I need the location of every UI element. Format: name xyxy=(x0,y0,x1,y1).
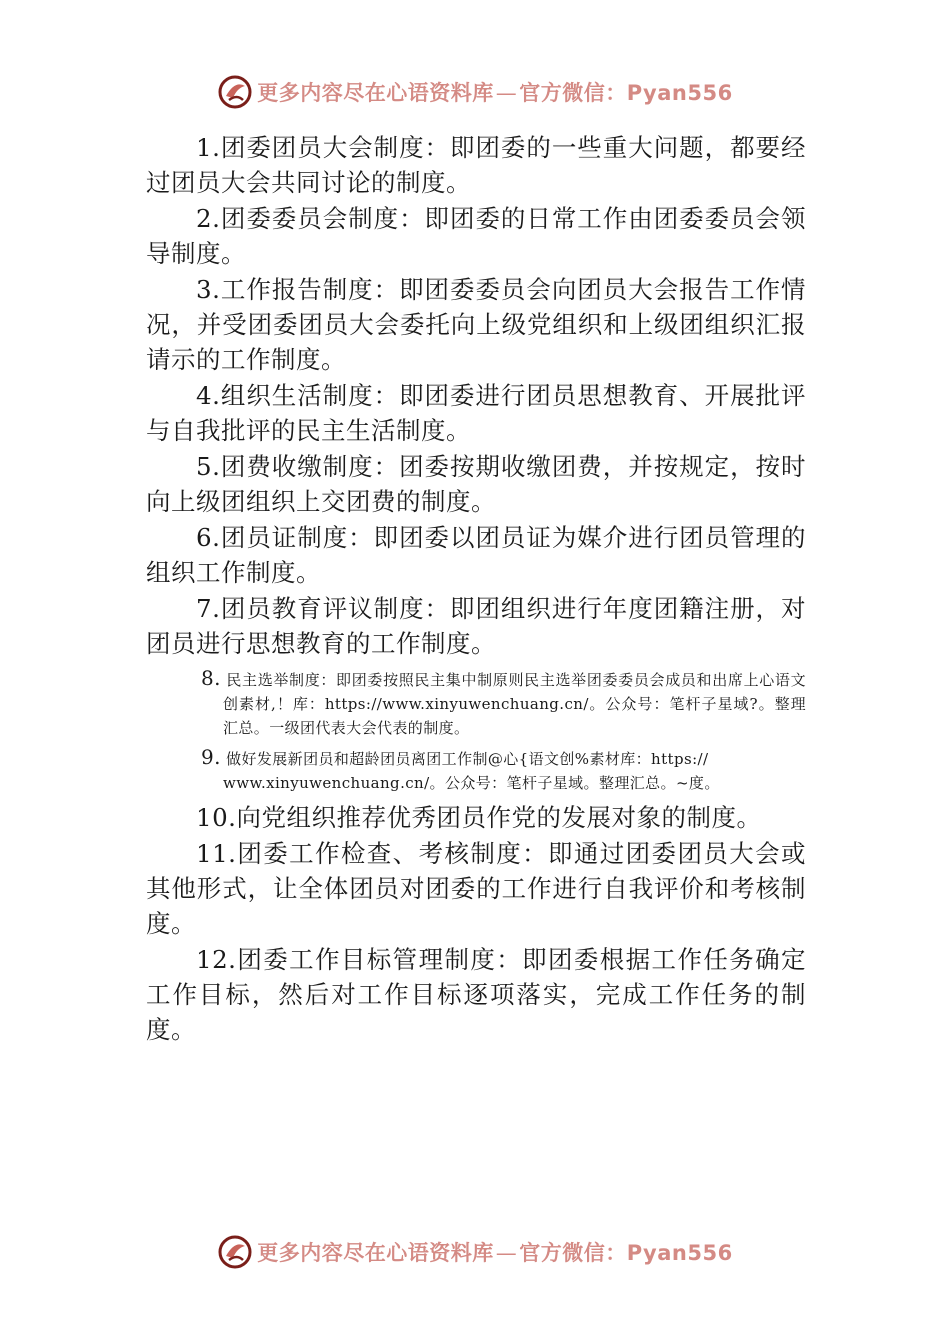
header-banner xyxy=(0,70,950,114)
paragraph-8: 8. 民主选举制度：即团委按照民主集中制原则民主选举团委委员会成员和出席上心语文创素材,！库：https://www.xinyuwenchuang.cn/。公众号：笔杆子星域?。整理汇总。一级团代表大会代表的制度。 xyxy=(201,666,806,737)
paragraph-6: 6.团员证制度：即团委以团员证为媒介进行团员管理的组织工作制度。 xyxy=(146,523,806,587)
paragraph-3: 3.工作报告制度：即团委委员会向团员大会报告工作情况，并受团委团员大会委托向上级党组织和上级团组织汇报请示的工作制度。 xyxy=(146,275,806,374)
paragraph-7: 7.团员教育评议制度：即团组织进行年度团籍注册，对团员进行思想教育的工作制度。 xyxy=(146,594,806,658)
paragraph-9: 9. 做好发展新团员和超龄团员离团工作制@心{语文创%素材库：https:// www.xinyuwenchuang.cn/。公众号：笔杆子星域。整理汇总。~度。 xyxy=(201,745,720,792)
paragraph-10: 10.向党组织推荐优秀团员作党的发展对象的制度。 xyxy=(196,803,762,832)
document-body xyxy=(146,130,806,1048)
footer-banner xyxy=(0,1230,950,1274)
paragraph-4: 4.组织生活制度：即团委进行团员思想教育、开展批评与自我批评的民主生活制度。 xyxy=(146,381,806,445)
paragraph-2: 2.团委委员会制度：即团委的日常工作由团委委员会领导制度。 xyxy=(146,204,806,268)
paragraph-11: 11.团委工作检查、考核制度：即通过团委团员大会或其他形式，让全体团员对团委的工作进行自我评价和考核制度。 xyxy=(146,839,806,938)
logo-icon xyxy=(217,1234,253,1270)
logo-icon xyxy=(217,74,253,110)
paragraph-5: 5.团费收缴制度：团委按期收缴团费，并按规定，按时向上级团组织上交团费的制度。 xyxy=(146,452,806,516)
paragraph-12: 12.团委工作目标管理制度：即团委根据工作任务确定工作目标，然后对工作目标逐项落实，完成工作任务的制度。 xyxy=(146,945,806,1044)
paragraph-1: 1.团委团员大会制度：即团委的一些重大问题，都要经过团员大会共同讨论的制度。 xyxy=(146,133,806,197)
banner-text: 更多内容尽在心语资料库—官方微信：Pyan556 xyxy=(257,81,733,105)
banner-text: 更多内容尽在心语资料库—官方微信：Pyan556 xyxy=(257,1241,733,1265)
